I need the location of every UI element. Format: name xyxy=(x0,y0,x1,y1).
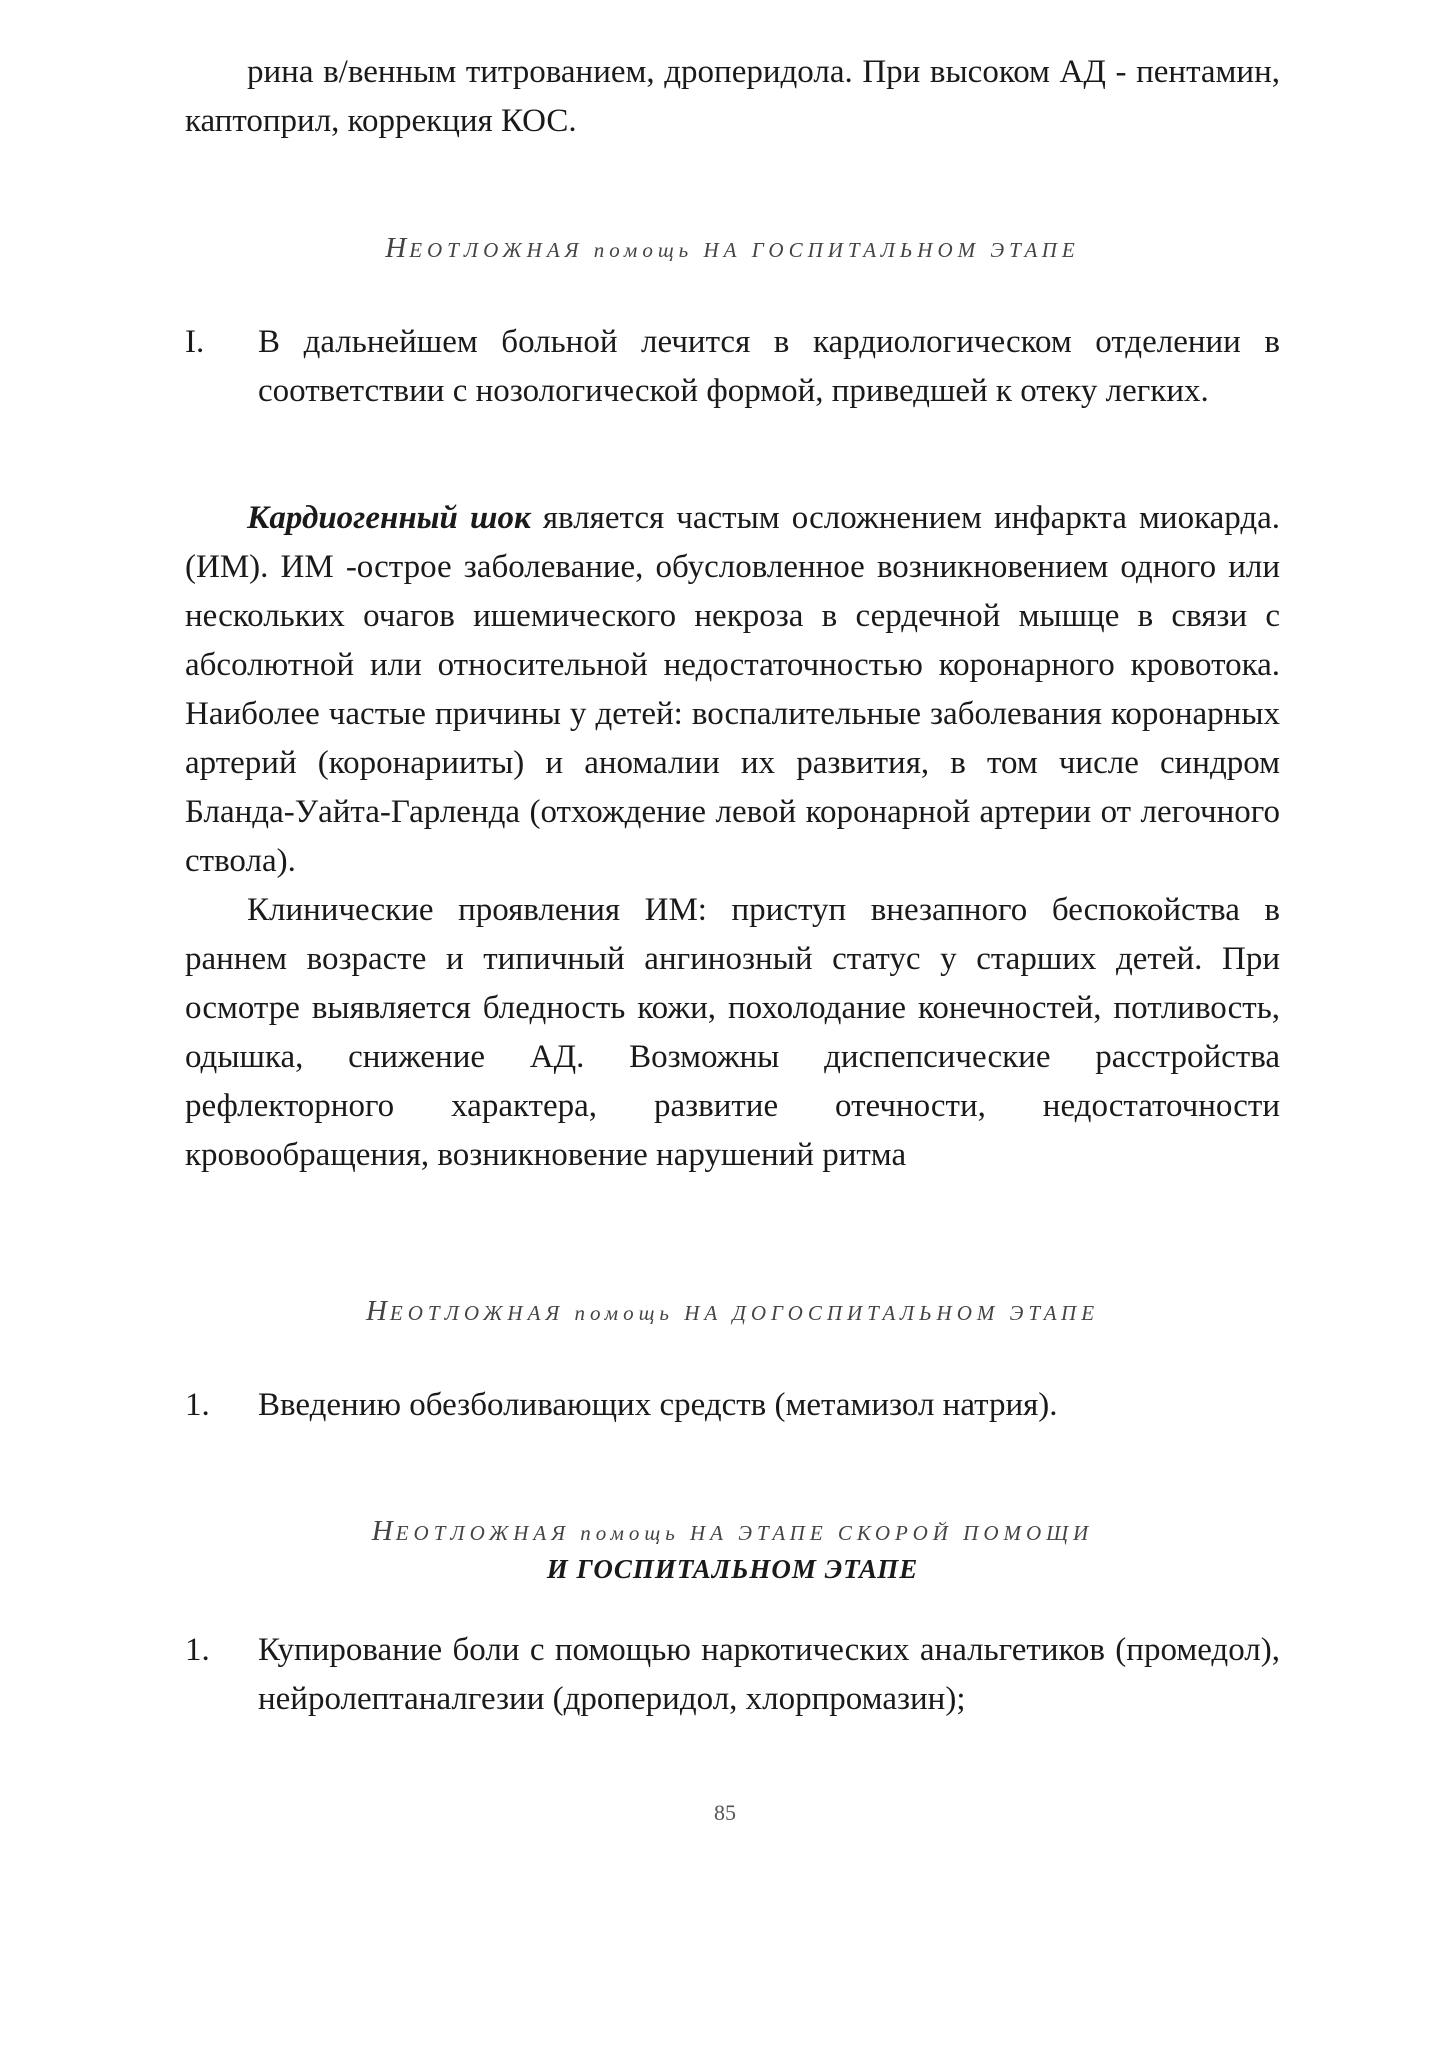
paragraph-text: рина в/венным титрованием, дроперидола. При высоком АД - пентамин, каптоприл, коррекция КОС. xyxy=(185,54,1280,139)
list-item-text: Введению обезболивающих средств (метамизол натрия). xyxy=(258,1387,1058,1423)
list-item-number: I. xyxy=(185,324,205,360)
heading-second-line: И ГОСПИТАЛЬНОМ ЭТАПЕ xyxy=(546,1554,919,1584)
paragraph-clinical xyxy=(185,886,1280,1180)
heading-initial: Н xyxy=(385,232,410,264)
list-item xyxy=(185,318,1280,416)
term-cardiogenic-shock: Кардиогенный шок xyxy=(247,500,531,536)
heading-initial: Н xyxy=(371,1515,396,1547)
heading-initial: Н xyxy=(365,1295,390,1327)
list-item xyxy=(185,1626,1280,1724)
heading-text: ЕОТЛОЖНАЯ помощь НА ДОГОСПИТАЛЬНОМ ЭТАПЕ xyxy=(389,1301,1100,1325)
section-heading-hospital xyxy=(185,232,1280,265)
section-heading-prehospital xyxy=(185,1295,1280,1328)
section-heading-ambulance xyxy=(185,1515,1280,1585)
list-item-number: 1. xyxy=(185,1387,210,1423)
heading-text: ЕОТЛОЖНАЯ помощь НА ГОСПИТАЛЬНОМ ЭТАПЕ xyxy=(409,238,1080,262)
list-item-number: 1. xyxy=(185,1632,210,1668)
paragraph-text: Клинические проявления ИМ: приступ внезапного беспокойства в раннем возрасте и типичный ангинозный статус у старших детей. При осмотре выявляется бледность кожи, похолодание конечностей, потливость, одышка, снижение АД. Возможны диспепсические расстройства рефлекторного характера, развитие отечности, недостаточности кровообращения, возникновение нарушений ритма xyxy=(185,892,1280,1173)
page-number: 85 xyxy=(714,1800,736,1825)
list-item xyxy=(185,1381,1280,1430)
paragraph-body xyxy=(185,494,1280,886)
paragraph-text: является частым осложнением инфаркта миокарда. (ИМ). ИМ -острое заболевание, обусловленное возникновением одного или нескольких очагов ишемического некроза в сердечной мышце в связи с абсолютной или относительной недостаточностью коронарного кровотока. Наиболее частые причины у детей: воспалительные заболевания коронарных артерий (коронарииты) и аномалии их развития, в том числе синдром Бланда-Уайта-Гарленда (отхождение левой коронарной артерии от легочного ствола). xyxy=(185,500,1281,879)
paragraph-cardiogenic-shock xyxy=(185,494,1280,886)
list-item-text: Купирование боли с помощью наркотических анальгетиков (промедол), нейролептаналгезии (дроперидол, хлорпромазин); xyxy=(258,1632,1280,1717)
heading-text: ЕОТЛОЖНАЯ помощь НА ЭТАПЕ СКОРОЙ ПОМОЩИ xyxy=(395,1521,1094,1545)
paragraph-continuation xyxy=(185,48,1280,146)
list-item-text: В дальнейшем больной лечится в кардиологическом отделении в соответствии с нозологической формой, приведшей к отеку легких. xyxy=(258,324,1280,409)
